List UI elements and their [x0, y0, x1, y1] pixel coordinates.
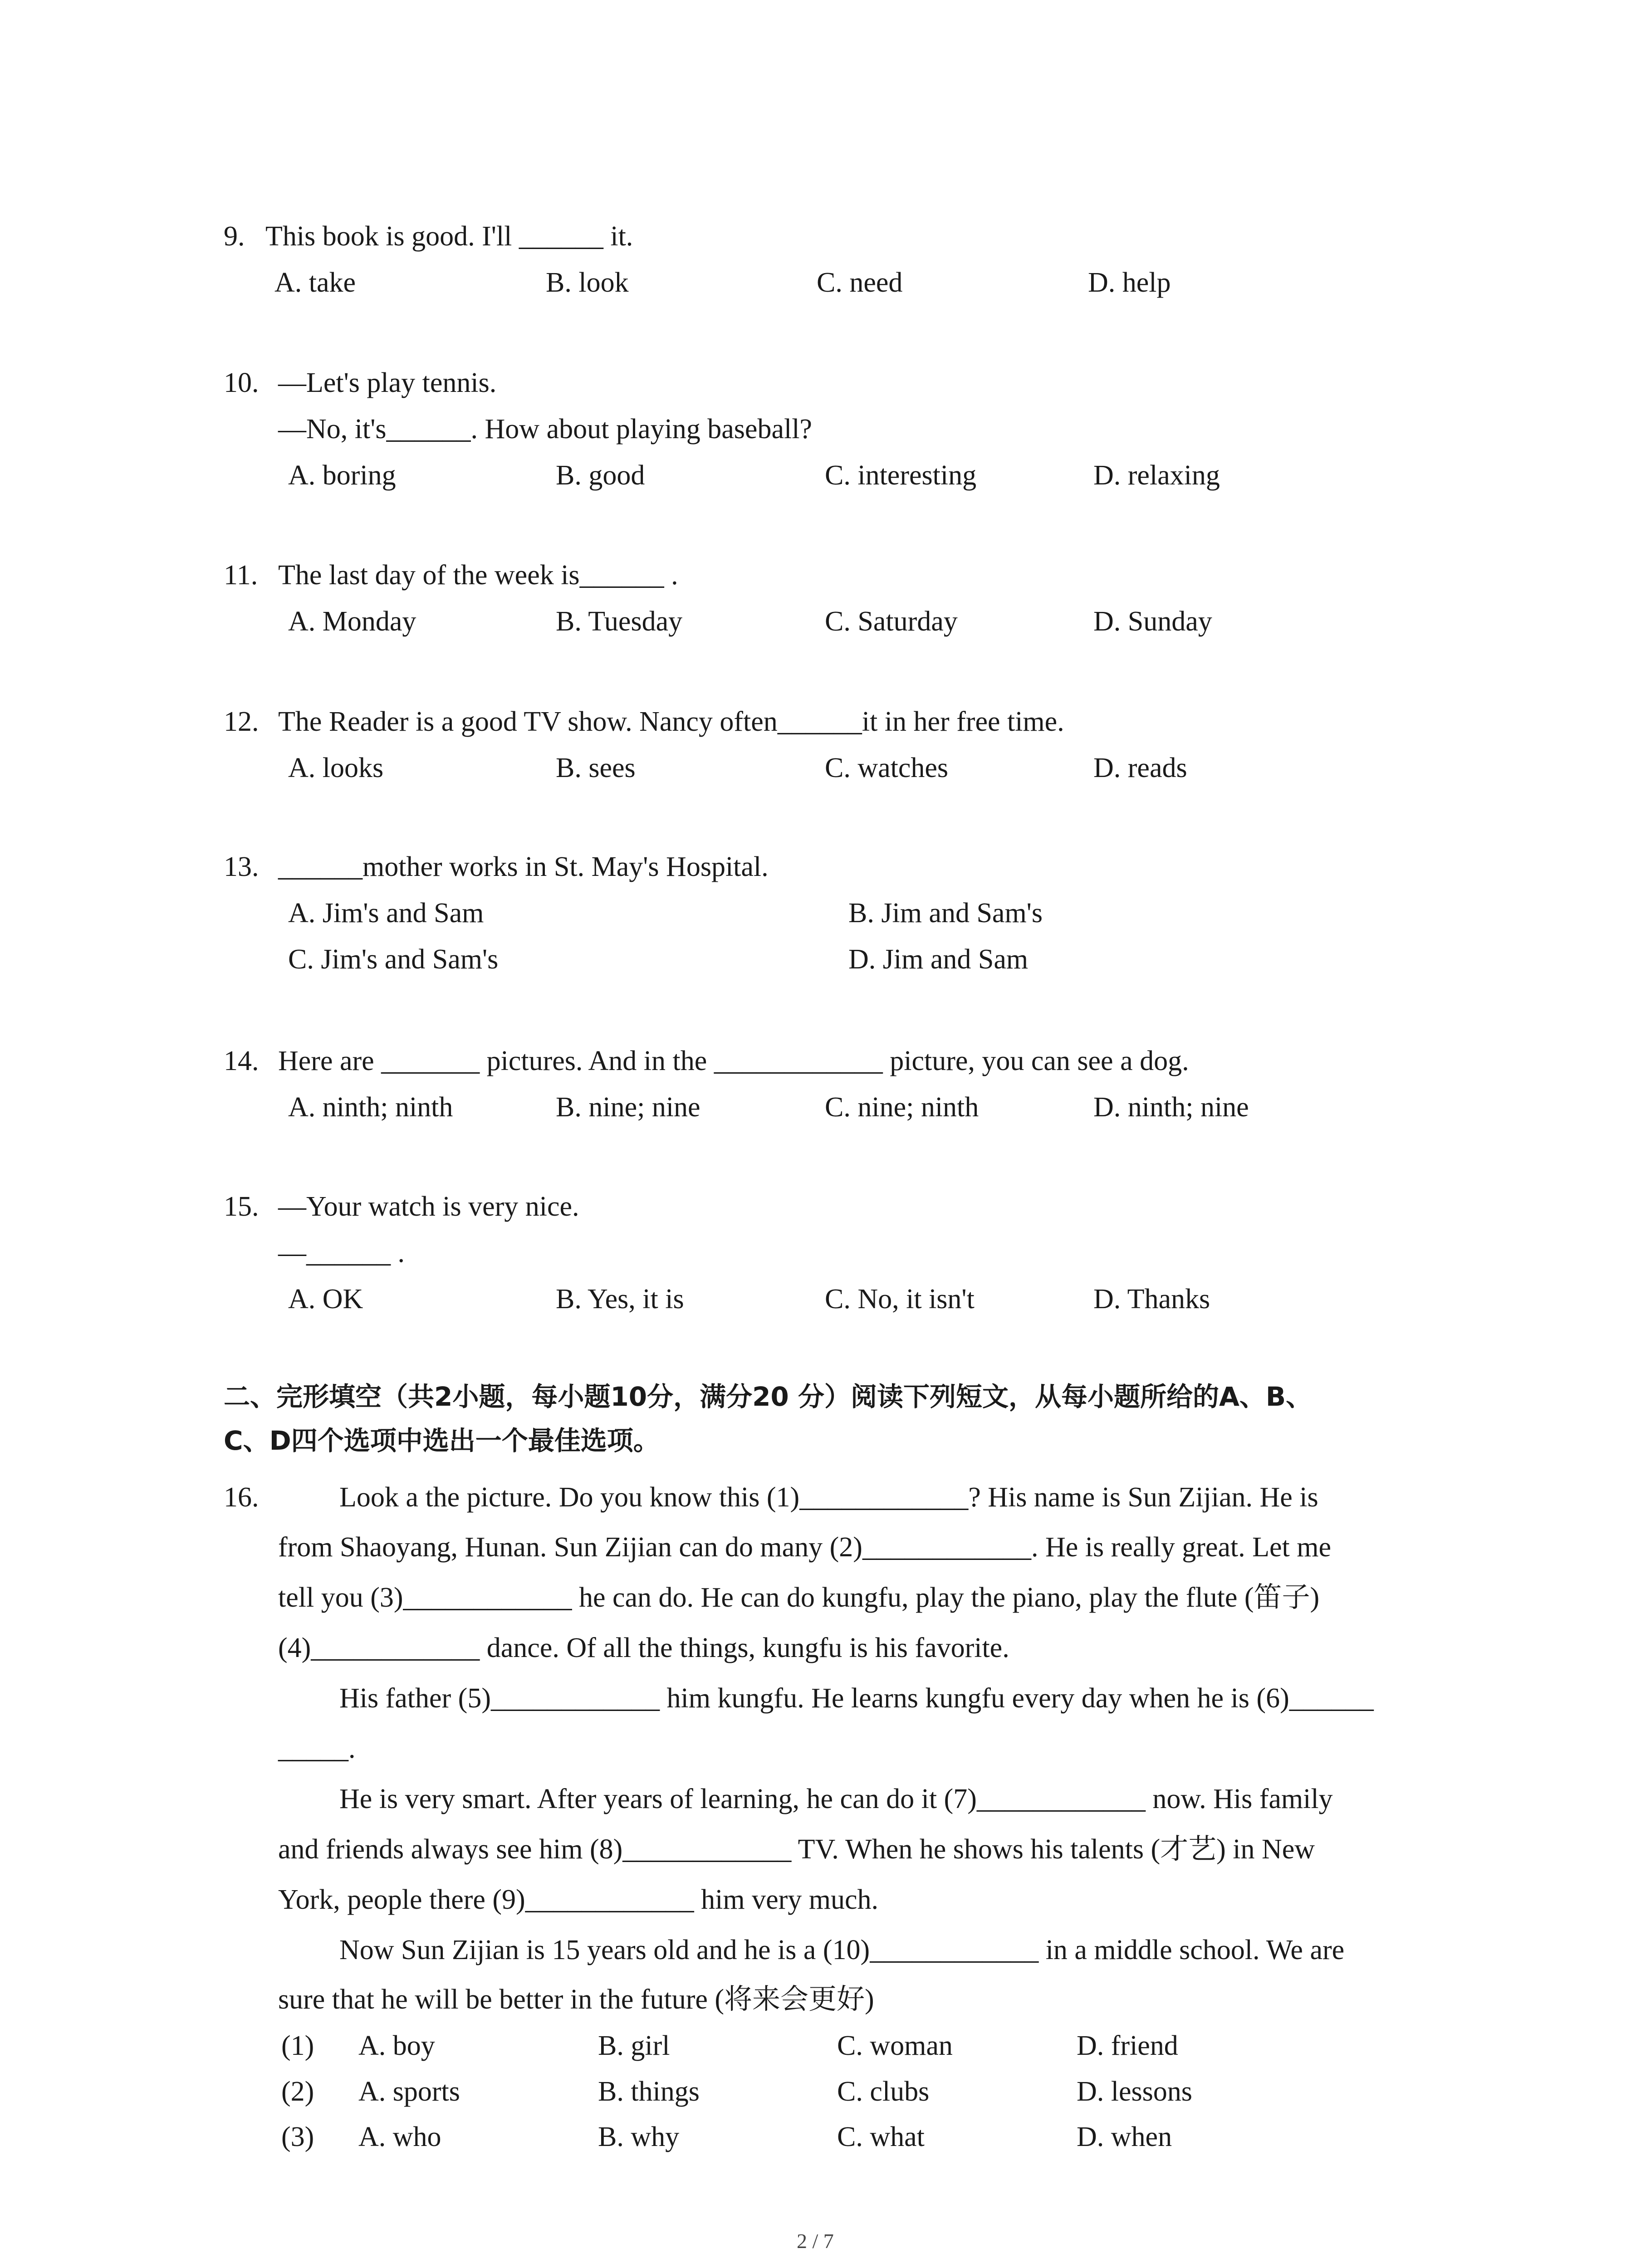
question-stem: —______ .: [278, 1237, 405, 1268]
option-c: C. woman: [837, 2030, 953, 2061]
option-a: A. sports: [358, 2076, 460, 2107]
blank-label: (2): [281, 2076, 314, 2107]
option-a: A. OK: [288, 1284, 363, 1315]
passage-line: York, people there (9)____________ him very much.: [278, 1884, 879, 1915]
passage-line: and friends always see him (8)____________ TV. When he shows his talents (才艺) in New: [278, 1834, 1315, 1865]
passage-line: Look a the picture. Do you know this (1)____________? His name is Sun Zijian. He is: [339, 1482, 1318, 1513]
option-a: A. boy: [358, 2030, 435, 2061]
passage-line: tell you (3)____________ he can do. He can do kungfu, play the piano, play the flute (笛子): [278, 1582, 1320, 1613]
question-number: 12.: [224, 706, 259, 737]
question-stem: The last day of the week is______ .: [278, 560, 678, 591]
question-stem: This book is good. I'll ______ it.: [265, 221, 633, 252]
question-number: 13.: [224, 851, 259, 882]
option-b: B. why: [598, 2121, 680, 2152]
question-stem: ______mother works in St. May's Hospital.: [278, 851, 769, 882]
question-number: 16.: [224, 1482, 259, 1513]
option-d: D. lessons: [1077, 2076, 1192, 2107]
option-c: C. need: [817, 267, 903, 298]
passage-line: from Shaoyang, Hunan. Sun Zijian can do many (2)____________. He is really great. Let me: [278, 1532, 1332, 1563]
passage-line: (4)____________ dance. Of all the things, kungfu is his favorite.: [278, 1633, 1009, 1663]
question-stem: —No, it's______. How about playing baseball?: [278, 414, 812, 445]
option-b: B. Yes, it is: [556, 1284, 684, 1315]
question-number: 14.: [224, 1046, 259, 1076]
option-c: C. watches: [825, 753, 949, 783]
passage-line: His father (5)____________ him kungfu. He learns kungfu every day when he is (6)______: [339, 1683, 1374, 1714]
question-stem: —Let's play tennis.: [278, 367, 497, 398]
option-c: C. Saturday: [825, 606, 958, 637]
section-heading: C、D四个选项中选出一个最佳选项。: [224, 1425, 660, 1456]
question-number: 15.: [224, 1191, 259, 1222]
passage-line: Now Sun Zijian is 15 years old and he is a (10)____________ in a middle school. We are: [339, 1935, 1345, 1965]
passage-line: sure that he will be better in the future (将来会更好): [278, 1984, 874, 2015]
option-c: C. No, it isn't: [825, 1284, 975, 1315]
option-b: B. Jim and Sam's: [848, 898, 1043, 929]
option-b: B. good: [556, 460, 645, 491]
question-stem: —Your watch is very nice.: [278, 1191, 579, 1222]
option-c: C. interesting: [825, 460, 977, 491]
blank-label: (3): [281, 2121, 314, 2152]
option-d: D. Thanks: [1093, 1284, 1210, 1315]
question-number: 9.: [224, 221, 245, 252]
option-a: A. who: [358, 2121, 441, 2152]
section-heading: 二、完形填空（共2小题，每小题10分，满分20 分）阅读下列短文，从每小题所给的A、B、: [224, 1381, 1313, 1412]
option-b: B. girl: [598, 2030, 670, 2061]
passage-line: He is very smart. After years of learning, he can do it (7)____________ now. His family: [339, 1784, 1333, 1814]
question-number: 11.: [224, 560, 258, 591]
page-number: 2 / 7: [797, 2229, 834, 2253]
blank-label: (1): [281, 2030, 314, 2061]
option-a: A. looks: [288, 753, 384, 783]
option-a: A. Jim's and Sam: [288, 898, 484, 929]
passage-line: _____.: [278, 1733, 356, 1764]
option-a: A. Monday: [288, 606, 416, 637]
option-a: A. boring: [288, 460, 396, 491]
option-c: C. Jim's and Sam's: [288, 944, 499, 975]
option-d: D. help: [1088, 267, 1171, 298]
option-d: D. reads: [1093, 753, 1187, 783]
question-stem: The Reader is a good TV show. Nancy often______it in her free time.: [278, 706, 1064, 737]
option-b: B. Tuesday: [556, 606, 683, 637]
option-d: D. ninth; nine: [1093, 1092, 1249, 1123]
option-c: C. clubs: [837, 2076, 930, 2107]
option-d: D. friend: [1077, 2030, 1178, 2061]
option-b: B. sees: [556, 753, 636, 783]
option-b: B. nine; nine: [556, 1092, 700, 1123]
option-c: C. what: [837, 2121, 925, 2152]
option-a: A. ninth; ninth: [288, 1092, 453, 1123]
option-a: A. take: [274, 267, 356, 298]
option-d: D. Jim and Sam: [848, 944, 1029, 975]
option-d: D. when: [1077, 2121, 1172, 2152]
option-b: B. things: [598, 2076, 700, 2107]
option-b: B. look: [546, 267, 629, 298]
option-d: D. relaxing: [1093, 460, 1220, 491]
question-stem: Here are _______ pictures. And in the ____________ picture, you can see a dog.: [278, 1046, 1189, 1076]
question-number: 10.: [224, 367, 259, 398]
option-d: D. Sunday: [1093, 606, 1212, 637]
option-c: C. nine; ninth: [825, 1092, 979, 1123]
